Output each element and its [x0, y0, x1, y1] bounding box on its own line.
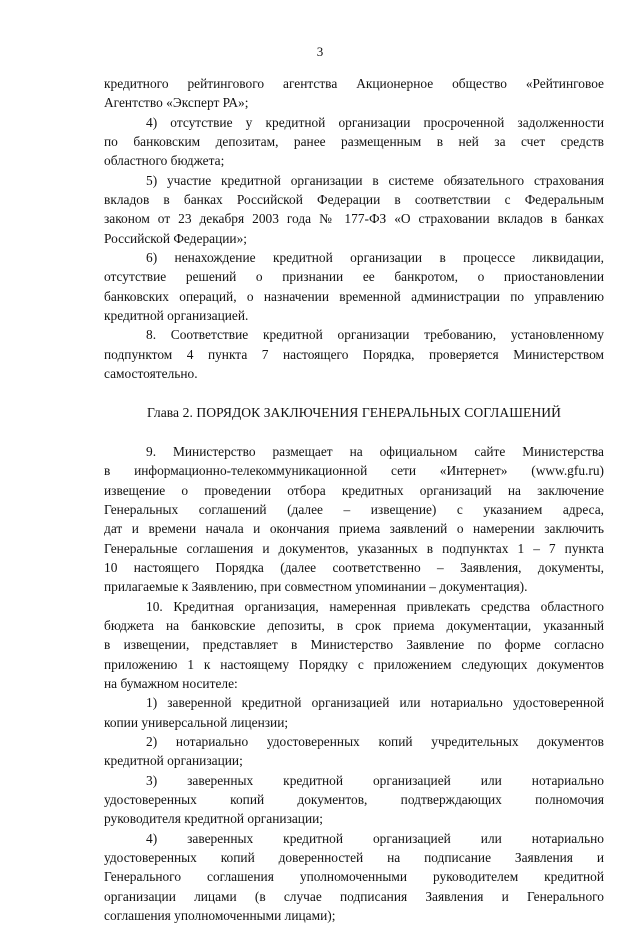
text-line: 5) участие кредитной организации в системе обязательного страхования: [146, 172, 604, 188]
text-line: банковских операций, о назначении временной администрации по управлению: [104, 288, 604, 304]
paragraph-rating-agency: [104, 74, 604, 113]
text-line: самостоятельно.: [104, 366, 198, 382]
text-line: 8. Соответствие кредитной организации требованию, установленному: [146, 327, 604, 343]
text-line: Генеральных соглашений (далее – извещение) с указанием адреса,: [104, 501, 604, 517]
text-line: удостоверенных копий документов, подтверждающих полномочия: [104, 792, 604, 808]
text-line: 4) заверенных кредитной организацией или нотариально: [146, 830, 604, 846]
text-line: извещение о проведении отбора кредитных организаций на заключение: [104, 482, 604, 498]
text-line: 4) отсутствие у кредитной организации просроченной задолженности: [146, 114, 604, 130]
text-line: 6) ненахождение кредитной организации в процессе ликвидации,: [146, 250, 604, 266]
paragraph-list-item-3-head-authority: [104, 771, 604, 829]
paragraph-10-application-submission: [104, 597, 604, 694]
text-line: соглашения уполномоченными лицами);: [104, 908, 336, 924]
text-line: кредитной организацией.: [104, 308, 249, 324]
paragraph-list-item-2-charter-documents: [104, 732, 604, 771]
page-number: 3: [316, 44, 324, 59]
text-line: приложению 1 к настоящему Порядку с приложением следующих документов: [104, 656, 604, 672]
text-line: кредитной организации;: [104, 753, 243, 769]
text-line: 1) заверенной кредитной организацией или нотариально удостоверенной: [146, 695, 604, 711]
text-line: руководителя кредитной организации;: [104, 811, 324, 827]
text-line: вкладов в банках Российской Федерации в соответствии с Федеральным: [104, 192, 604, 208]
text-line: бюджета на банковские депозиты, в срок приема документации, указанный: [104, 617, 604, 633]
text-line: кредитного рейтингового агентства Акционерное общество «Рейтинговое: [104, 76, 604, 91]
text-line: дат и времени начала и окончания приема заявлений о намерении заключить: [104, 521, 604, 537]
paragraph-item-6-no-liquidation: [104, 248, 604, 325]
text-line: Генерального соглашения уполномоченными руководителем кредитной: [104, 869, 604, 885]
text-line: в извещении, представляет в Министерство Заявление по форме согласно: [104, 637, 604, 653]
paragraph-9-notice-publication: [104, 442, 604, 597]
text-line: областного бюджета;: [104, 153, 225, 169]
text-line: отсутствие решений о признании ее банкротом, о приостановлении: [104, 269, 604, 285]
paragraph-list-item-1-license: [104, 693, 604, 732]
chapter-title: Глава 2. ПОРЯДОК ЗАКЛЮЧЕНИЯ ГЕНЕРАЛЬНЫХ СОГЛАШЕНИЙ: [146, 404, 562, 420]
text-line: в информационно-телекоммуникационной сети «Интернет» (www.gfu.ru): [104, 463, 604, 479]
text-line: прилагаемые к Заявлению, при совместном упоминании – документация).: [104, 579, 528, 595]
text-line: копии универсальной лицензии;: [104, 714, 289, 730]
text-line: 3) заверенных кредитной организацией или нотариально: [146, 772, 604, 788]
paragraph-item-4-no-overdue-debt: [104, 113, 604, 171]
text-line: 2) нотариально удостоверенных копий учредительных документов: [146, 734, 604, 749]
text-line: по банковским депозитам, ранее размещенным в ней за счет средств: [104, 134, 604, 150]
text-line: 10. Кредитная организация, намеренная привлекать средства областного: [146, 598, 604, 614]
text-line: на бумажном носителе:: [104, 675, 238, 691]
text-line: удостоверенных копий доверенностей на подписание Заявления и: [104, 850, 604, 866]
text-line: Агентство «Эксперт РА»;: [104, 95, 249, 111]
paragraph-item-5-deposit-insurance: [104, 171, 604, 248]
text-line: 9. Министерство размещает на официальном сайте Министерства: [146, 443, 604, 459]
text-line: подпунктом 4 пункта 7 настоящего Порядка, проверяется Министерством: [104, 346, 604, 362]
text-line: законом от 23 декабря 2003 года № 177-ФЗ «О страховании вкладов в банках: [104, 211, 604, 227]
text-line: организации лицами (в случае подписания Заявления и Генерального: [104, 888, 604, 904]
text-line: 10 настоящего Порядка (далее соответственно – Заявления, документы,: [104, 559, 604, 575]
paragraph-8-compliance-check: [104, 325, 604, 383]
text-line: Российской Федерации»;: [104, 230, 247, 246]
document-body: [104, 74, 604, 925]
text-line: Генеральные соглашения и документов, указанных в подпунктах 1 – 7 пункта: [104, 540, 604, 556]
paragraph-list-item-4-powers-of-attorney: [104, 829, 604, 925]
